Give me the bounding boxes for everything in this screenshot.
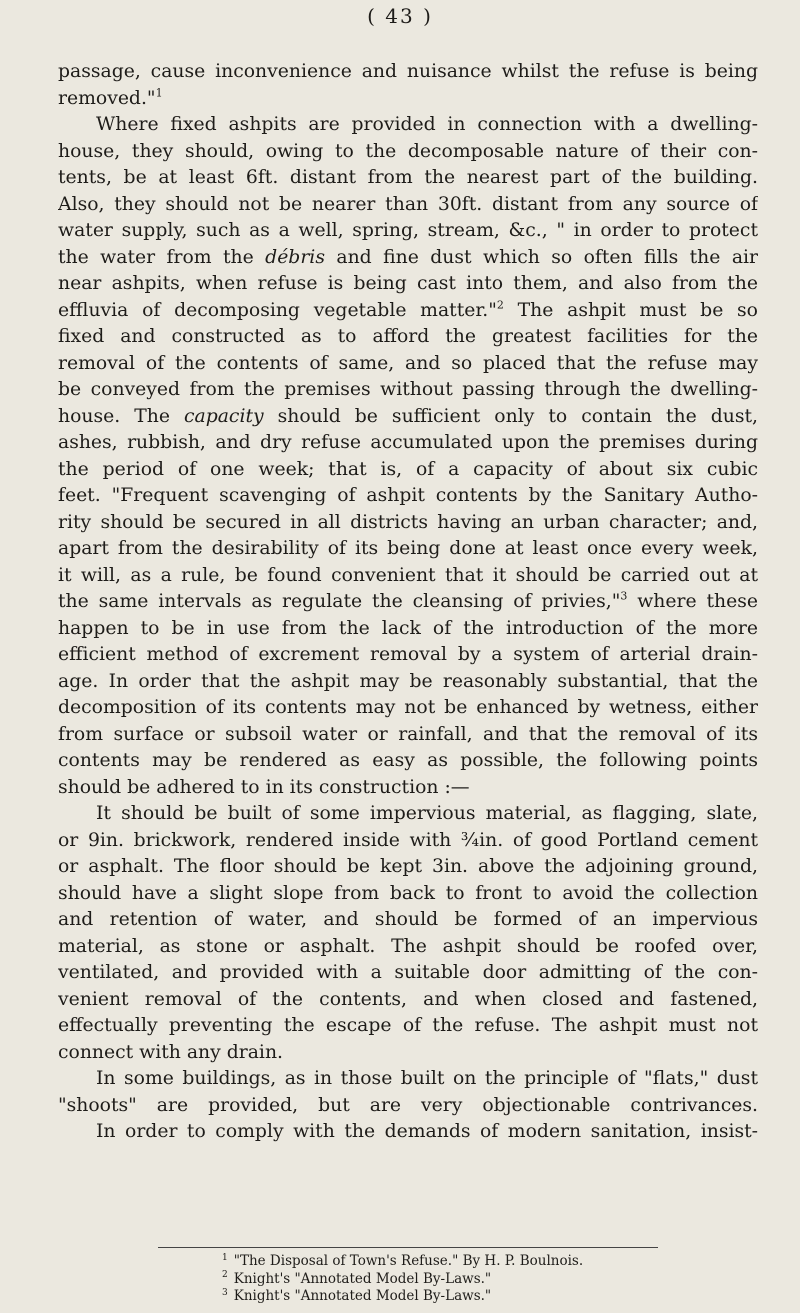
line-text: the same intervals as regulate the cleansing of privies," <box>58 591 621 612</box>
text-line <box>58 430 758 457</box>
text-line <box>58 112 758 139</box>
line-text: be conveyed from the premises without passing through the dwelling- <box>58 379 758 400</box>
text-line <box>58 934 758 961</box>
line-text: Where fixed ashpits are provided in connection with a dwelling- <box>96 114 758 135</box>
line-text: In some buildings, as in those built on the principle of "flats," dust <box>96 1068 758 1089</box>
text-line <box>58 218 758 245</box>
text-line <box>58 589 758 616</box>
line-text: apart from the desirability of its being done at least once every week, <box>58 538 758 559</box>
line-text: ashes, rubbish, and dry refuse accumulated upon the premises during <box>58 432 758 453</box>
text-line <box>58 139 758 166</box>
footnote-marker: 2 <box>496 298 504 312</box>
line-text: feet. "Frequent scavenging of ashpit contents by the Sanitary Autho- <box>58 485 758 506</box>
line-text: near ashpits, when refuse is being cast into them, and also from the <box>58 273 758 294</box>
line-text: connect with any drain. <box>58 1041 284 1063</box>
line-text: effectually preventing the escape of the refuse. The ashpit must not <box>58 1015 758 1036</box>
footnote <box>222 1253 742 1271</box>
line-text: effluvia of decomposing vegetable matter." <box>58 299 497 321</box>
footnote <box>222 1288 742 1306</box>
line-text: removal of the contents of same, and so placed that the refuse may <box>58 352 758 374</box>
line-text: the water from the <box>58 246 266 268</box>
line-text: venient removal of the contents, and when closed and fastened, <box>58 988 758 1010</box>
text-line <box>58 669 758 696</box>
italic-term: débris <box>265 246 325 268</box>
text-line <box>58 722 758 749</box>
footnote-marker: 3 <box>620 589 628 603</box>
text-line <box>58 1093 758 1120</box>
text-line <box>58 483 758 510</box>
text-line <box>58 404 758 431</box>
text-line <box>58 695 758 722</box>
text-line <box>58 960 758 987</box>
line-text: house. The <box>58 405 184 427</box>
line-text: rity should be secured in all districts having an urban character; and, <box>58 511 758 533</box>
text-line <box>58 457 758 484</box>
text-line <box>58 245 758 272</box>
text-line <box>58 510 758 537</box>
text-line <box>58 881 758 908</box>
footnote-text: "The Disposal of Town's Refuse." By H. P. Boulnois. <box>233 1253 584 1269</box>
italic-term: capacity <box>183 405 264 427</box>
footnotes <box>222 1253 742 1306</box>
footnote-rule <box>158 1247 658 1248</box>
footnote <box>222 1271 742 1289</box>
text-line <box>58 1013 758 1040</box>
footnote-text: Knight's "Annotated Model By-Laws." <box>233 1270 492 1287</box>
text-line <box>58 854 758 881</box>
line-text: or asphalt. The floor should be kept 3in. above the adjoining ground, <box>58 856 758 877</box>
text-line <box>58 642 758 669</box>
line-text: where these <box>627 591 758 612</box>
text-line <box>58 775 758 802</box>
page-number: ( 43 ) <box>367 4 433 28</box>
line-text: removed." <box>58 87 156 109</box>
text-line <box>58 86 758 113</box>
text-line <box>58 748 758 775</box>
line-text: The ashpit must be so <box>503 299 758 321</box>
line-text: from surface or subsoil water or rainfall, and that the removal of its <box>58 723 758 745</box>
line-text: decomposition of its contents may not be enhanced by wetness, either <box>58 697 758 718</box>
line-text: "shoots" are provided, but are very objectionable contrivances. <box>58 1094 758 1116</box>
text-line <box>58 536 758 563</box>
line-text: happen to be in use from the lack of the introduction of the more <box>58 617 758 639</box>
line-text: it will, as a rule, be found convenient that it should be carried out at <box>58 564 758 586</box>
text-line <box>58 298 758 325</box>
line-text: or 9in. brickwork, rendered inside with ¾in. of good Portland cement <box>58 829 758 851</box>
line-text: contents may be rendered as easy as possible, the following points <box>58 750 758 771</box>
text-line <box>58 563 758 590</box>
line-text: should be adhered to in its construction :— <box>58 776 470 798</box>
text-line <box>58 165 758 192</box>
line-text: and retention of water, and should be formed of an impervious <box>58 909 758 930</box>
text-line <box>58 987 758 1014</box>
body-text <box>58 59 758 1146</box>
line-text: the period of one week; that is, of a capacity of about six cubic <box>58 458 758 480</box>
line-text: fixed and constructed as to afford the greatest facilities for the <box>58 326 758 347</box>
text-line <box>58 59 758 86</box>
text-line <box>58 616 758 643</box>
text-line <box>58 1066 758 1093</box>
text-line <box>58 907 758 934</box>
line-text: Also, they should not be nearer than 30ft. distant from any source of <box>58 193 758 215</box>
footnote-number: 2 <box>222 1270 228 1280</box>
text-line <box>58 1119 758 1146</box>
text-line <box>58 351 758 378</box>
text-line <box>58 828 758 855</box>
line-text: age. In order that the ashpit may be reasonably substantial, that the <box>58 670 758 692</box>
line-text: passage, cause inconvenience and nuisance whilst the refuse is being <box>58 61 758 82</box>
line-text: water supply, such as a well, spring, stream, &c., " in order to protect <box>58 220 758 241</box>
text-line <box>58 377 758 404</box>
footnote-number: 3 <box>222 1287 228 1298</box>
line-text: In order to comply with the demands of modern sanitation, insist- <box>96 1121 758 1142</box>
line-text: material, as stone or asphalt. The ashpit should be roofed over, <box>58 935 758 957</box>
line-text: and fine dust which so often fills the air <box>324 246 758 268</box>
line-text: tents, be at least 6ft. distant from the nearest part of the building. <box>58 167 758 188</box>
line-text: house, they should, owing to the decomposable nature of their con- <box>58 140 758 162</box>
footnote-number: 1 <box>222 1252 228 1263</box>
footnote-marker: 1 <box>155 86 163 100</box>
text-line <box>58 801 758 828</box>
text-line <box>58 1040 758 1067</box>
line-text: ventilated, and provided with a suitable door admitting of the con- <box>58 962 758 983</box>
line-text: It should be built of some impervious material, as flagging, slate, <box>96 803 758 824</box>
text-line <box>58 192 758 219</box>
line-text: should have a slight slope from back to front to avoid the collection <box>58 882 758 904</box>
text-line <box>58 271 758 298</box>
text-line <box>58 324 758 351</box>
footnote-text: Knight's "Annotated Model By-Laws." <box>233 1288 492 1304</box>
line-text: efficient method of excrement removal by a system of arterial drain- <box>58 644 758 665</box>
line-text: should be sufficient only to contain the dust, <box>263 405 758 427</box>
